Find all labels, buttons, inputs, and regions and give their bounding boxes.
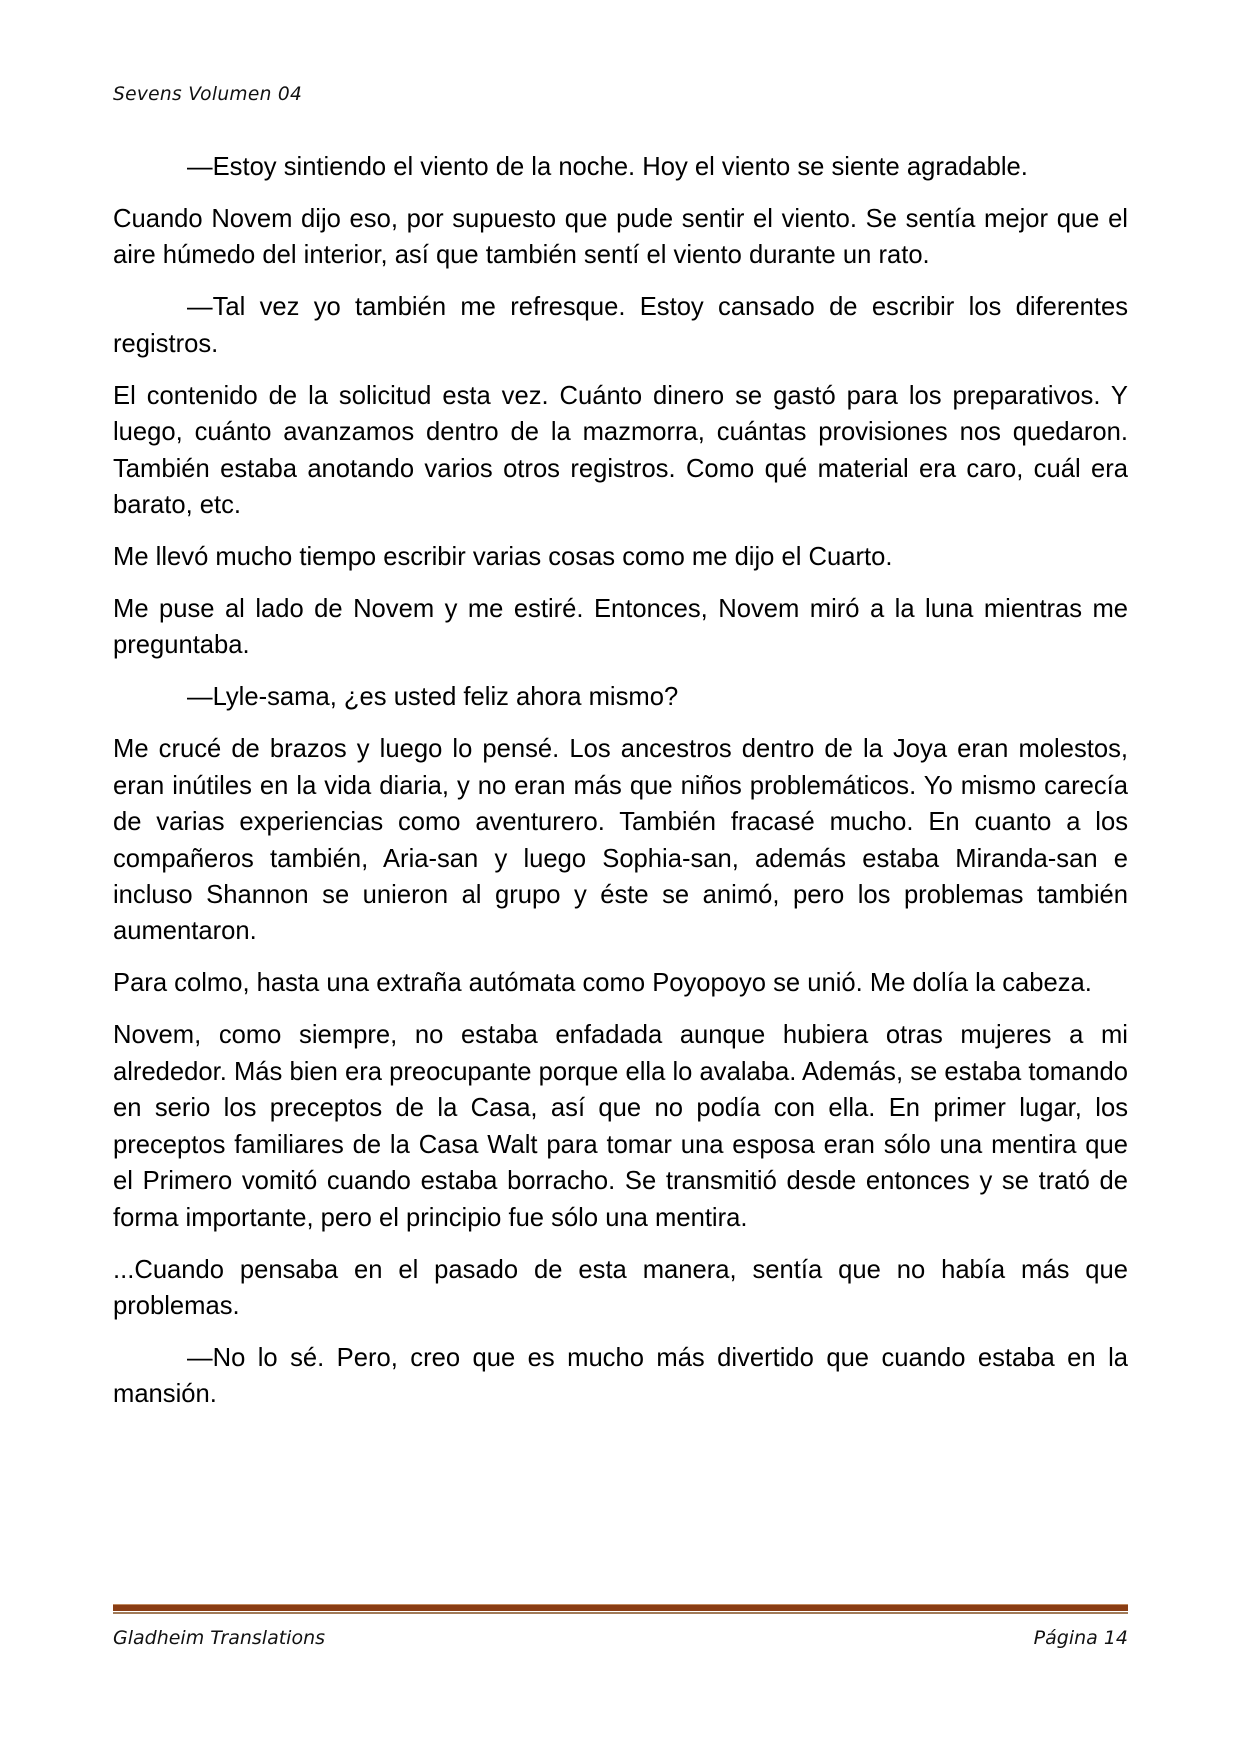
footer-rule-thin-line <box>113 1612 1128 1614</box>
paragraph: ...Cuando pensaba en el pasado de esta manera, sentía que no había más que problemas. <box>113 1255 1128 1320</box>
paragraph: Para colmo, hasta una extraña autómata como Poyopoyo se unió. Me dolía la cabeza. <box>113 969 1092 998</box>
paragraph: Novem, como siempre, no estaba enfadada aunque hubiera otras mujeres a mi alrededor. Más bien era preocupante porque ella lo avalaba. Además, se estaba tomando en serio los preceptos de la Casa, así que no podía con ella. En primer lugar, los preceptos familiares de la Casa Walt para tomar una esposa eran sólo una mentira que el Primero vomitó cuando estaba borracho. Se transmitió desde entonces y se trató de forma importante, pero el principio fue sólo una mentira. <box>113 1021 1128 1232</box>
paragraph: Me crucé de brazos y luego lo pensé. Los ancestros dentro de la Joya eran molestos, eran inútiles en la vida diaria, y no eran más que niños problemáticos. Yo mismo carecía de varias experiencias como aventurero. También fracasé mucho. En cuanto a los compañeros también, Aria-san y luego Sophia-san, además estaba Miranda-san e incluso Shannon se unieron al grupo y éste se animó, pero los problemas también aumentaron. <box>113 735 1128 946</box>
body-text <box>113 149 1128 1428</box>
running-header: Sevens Volumen 04 <box>113 83 303 105</box>
paragraph-dialogue: —Estoy sintiendo el viento de la noche. Hoy el viento se siente agradable. <box>187 153 1028 181</box>
footer-rule <box>113 1604 1128 1614</box>
footer-rule-thick-line <box>113 1605 1128 1611</box>
footer-publisher: Gladheim Translations <box>113 1627 326 1649</box>
paragraph-dialogue: —Lyle-sama, ¿es usted feliz ahora mismo? <box>187 683 679 712</box>
paragraph: Cuando Novem dijo eso, por supuesto que pude sentir el viento. Se sentía mejor que el aire húmedo del interior, así que también sentí el viento durante un rato. <box>113 205 1128 270</box>
page-footer <box>113 1624 1128 1652</box>
paragraph: El contenido de la solicitud esta vez. Cuánto dinero se gastó para los preparativos. Y luego, cuánto avanzamos dentro de la mazmorra, cuántas provisiones nos quedaron. También estaba anotando varios otros registros. Como qué material era caro, cuál era barato, etc. <box>113 381 1128 520</box>
paragraph: Me llevó mucho tiempo escribir varias cosas como me dijo el Cuarto. <box>113 543 893 572</box>
paragraph-dialogue: —Tal vez yo también me refresque. Estoy cansado de escribir los diferentes registros. <box>113 293 1128 358</box>
paragraph: Me puse al lado de Novem y me estiré. Entonces, Novem miró a la luna mientras me preguntaba. <box>113 595 1128 660</box>
footer-page-number: Página 14 <box>1033 1627 1128 1649</box>
paragraph-dialogue: —No lo sé. Pero, creo que es mucho más divertido que cuando estaba en la mansión. <box>113 1343 1128 1409</box>
